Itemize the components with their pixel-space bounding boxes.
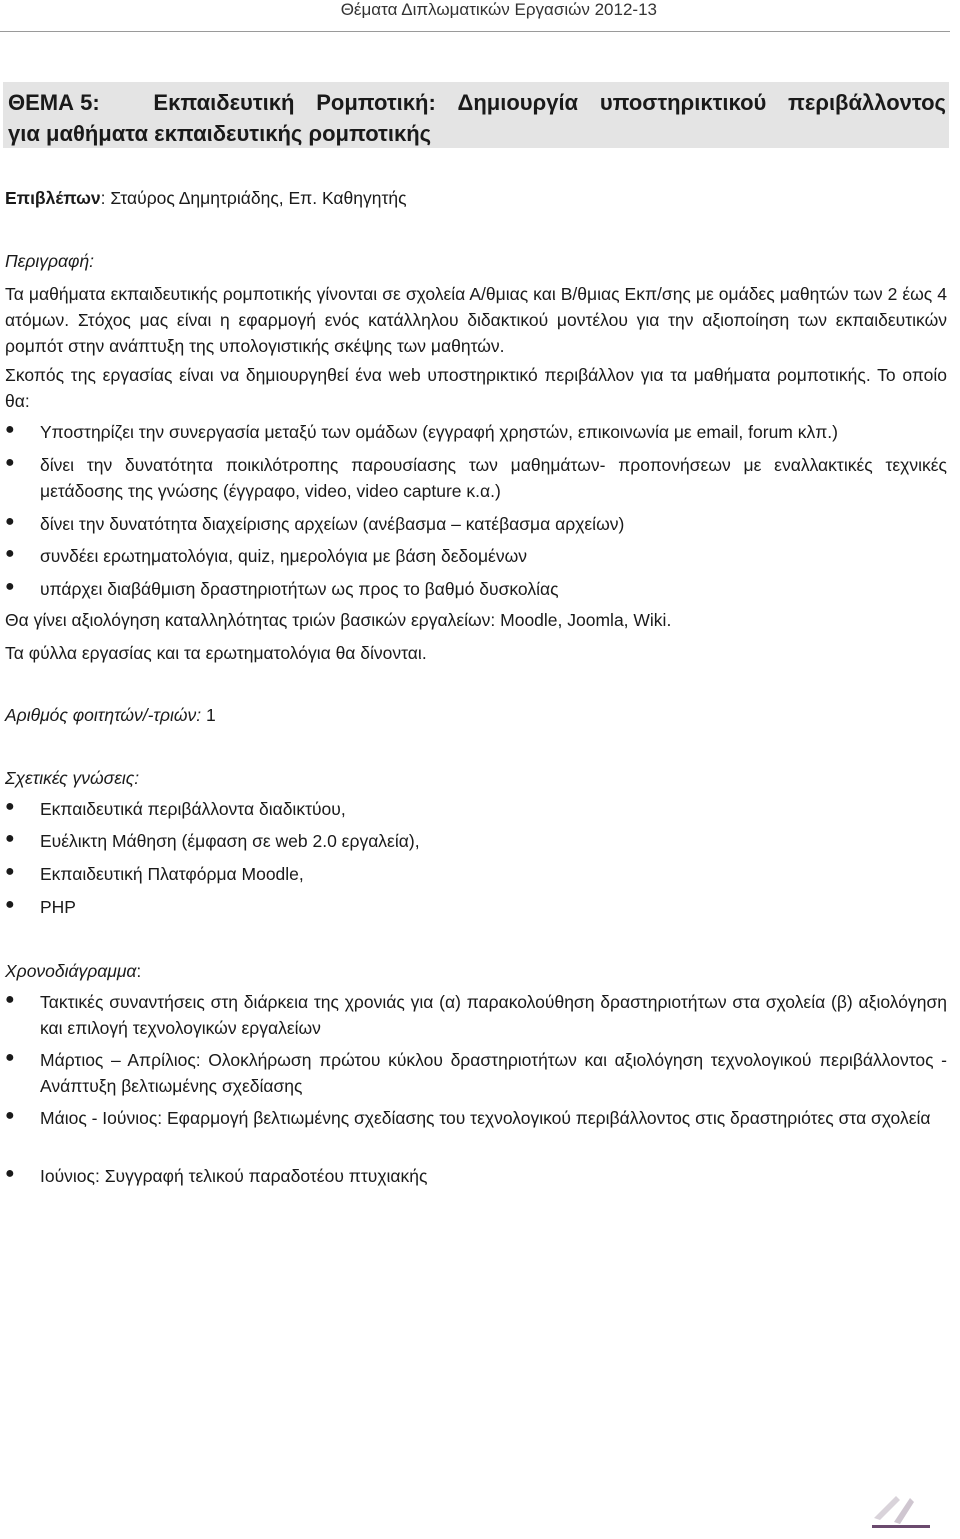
supervisor-line [5, 185, 947, 211]
topic-title-box [3, 82, 949, 148]
title-line-2: για μαθήματα εκπαιδευτικής ρομποτικής [8, 121, 432, 146]
description-paragraph-1 [5, 281, 947, 359]
description-paragraph-2 [5, 362, 947, 414]
bullet-dot: ● [5, 991, 15, 1008]
schedule-label-line [5, 958, 947, 984]
bullet-dot: ● [5, 896, 15, 913]
title-word: υποστηρικτικού [599, 90, 767, 115]
bullet-dot: ● [5, 578, 15, 595]
schedule-item: Τακτικές συναντήσεις στη διάρκεια της χρονιάς για (α) παρακολούθηση δραστηριοτήτων στα σχολεία (β) αξιολόγηση και επιλογή τεχνολογικών εργαλείων [40, 992, 947, 1038]
bullet-dot: ● [5, 1107, 15, 1124]
requirement-item: υπάρχει διαβάθμιση δραστηριοτήτων ως προς το βαθμό δυσκολίας [40, 579, 559, 599]
schedule-item: Ιούνιος: Συγγραφή τελικού παραδοτέου πτυχιακής [40, 1166, 428, 1186]
requirement-item: Υποστηρίζει την συνεργασία μεταξύ των ομάδων (εγγραφή χρηστών, επικοινωνία με email, forum κλπ.) [40, 422, 839, 442]
bullet-dot: ● [5, 798, 15, 815]
description-label: Περιγραφή: [5, 251, 95, 271]
students-label: Αριθμός φοιτητών/-τριών: [5, 705, 202, 725]
knowledge-item: Ευέλικτη Μάθηση (έμφαση σε web 2.0 εργαλεία), [40, 831, 420, 851]
bullet-dot: ● [5, 1165, 15, 1182]
topic-number: ΘΕΜΑ 5: [8, 90, 100, 115]
title-word: περιβάλλοντος [788, 90, 946, 115]
bullet-dot: ● [5, 421, 15, 438]
bullet-dot: ● [5, 1049, 15, 1066]
schedule-item: Μάρτιος – Απρίλιος: Ολοκλήρωση πρώτου κύκλου δραστηριοτήτων και αξιολόγηση τεχνολογικού περιβάλλοντος - Ανάπτυξη βελτιωμένης σχεδίασης [40, 1050, 947, 1096]
knowledge-item: Εκπαιδευτικά περιβάλλοντα διαδικτύου, [40, 799, 346, 819]
knowledge-item: PHP [40, 897, 76, 917]
title-line-1 [8, 87, 946, 118]
supervisor-value: : Σταύρος Δημητριάδης, Επ. Καθηγητής [100, 188, 407, 208]
bullet-dot: ● [5, 454, 15, 471]
title-word: Ρομποτική: [316, 90, 436, 115]
bullet-dot: ● [5, 830, 15, 847]
publisher-logo-icon [866, 1488, 936, 1530]
requirement-item: δίνει την δυνατότητα ποικιλότροπης παρουσίασης των μαθημάτων- προπονήσεων με εναλλακτικές τεχνικές μετάδοσης της γνώσης (έγγραφο, video, video capture κ.α.) [40, 455, 947, 501]
description-p2-part-b: Το οποίο θα: [5, 365, 947, 411]
title-word: Δημιουργία [457, 90, 579, 115]
requirement-item: δίνει την δυνατότητα διαχείρισης αρχείων (ανέβασμα – κατέβασμα αρχείων) [40, 514, 625, 534]
description-p1-part-a: Τα μαθήματα εκπαιδευτικής ρομποτικής γίνονται σε σχολεία Α/θμιας και Β/θμιας Εκπ/σης με ομάδες μαθητών των 2 έως 4 ατόμων. [5, 284, 947, 330]
description-paragraph-3: Θα γίνει αξιολόγηση καταλληλότητας τριών βασικών εργαλείων: Moodle, Joomla, Wiki. [5, 610, 672, 630]
bullet-dot: ● [5, 863, 15, 880]
students-value: 1 [201, 705, 216, 725]
description-p2-part-a: Σκοπός της εργασίας είναι να δημιουργηθεί ένα web υποστηρικτικό περιβάλλον για τα μαθήματα ρομποτικής. [5, 365, 871, 385]
title-word: Εκπαιδευτική [153, 90, 295, 115]
description-paragraph-4: Τα φύλλα εργασίας και τα ερωτηματολόγια θα δίνονται. [5, 643, 427, 663]
knowledge-label: Σχετικές γνώσεις: [5, 768, 140, 788]
bullet-dot: ● [5, 513, 15, 530]
requirement-item: συνδέει ερωτηματολόγια, quiz, ημερολόγια με βάση δεδομένων [40, 546, 528, 566]
supervisor-label: Επιβλέπων [5, 188, 101, 208]
knowledge-item: Εκπαιδευτική Πλατφόρμα Moodle, [40, 864, 304, 884]
page-header-text: Θέματα Διπλωματικών Εργασιών 2012-13 [340, 0, 657, 19]
bullet-dot: ● [5, 545, 15, 562]
schedule-label: Χρονοδιάγραμμα [5, 961, 137, 981]
schedule-item: Μάιος - Ιούνιος: Εφαρμογή βελτιωμένης σχεδίασης του τεχνολογικού περιβάλλοντος στις δραστηριότες στα σχολεία [40, 1108, 931, 1128]
students-line [5, 702, 947, 728]
description-p1-part-b: Στόχος μας είναι η εφαρμογή ενός κατάλληλου διδακτικού μοντέλου για την αξιοποίηση των εκπαιδευτικών ρομπότ στην ανάπτυξη της υπολογιστικής σκέψης των μαθητών. [5, 310, 947, 356]
schedule-label-colon: : [136, 961, 142, 981]
header-divider [0, 31, 950, 32]
